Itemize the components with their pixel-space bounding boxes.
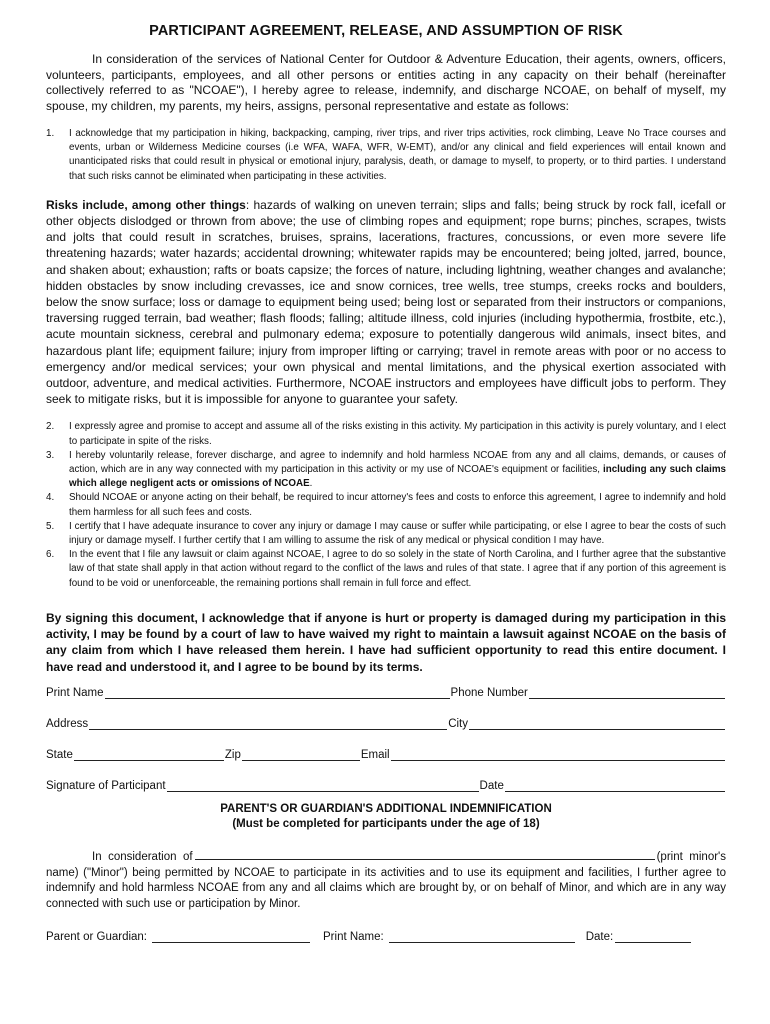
parent-guardian-field[interactable] — [152, 931, 310, 943]
signing-statement: By signing this document, I acknowledge that if anyone is hurt or property is damaged during my participation in this activity, I may be found by a court of law to have waived my right to maintain a lawsuit against NCOAE on the basis of any claim from which I have released them herein. I have had sufficient opportunity to read this entire document. I have read and understood it, and I agree to be bound by its terms. — [46, 610, 726, 674]
document-title: PARTICIPANT AGREEMENT, RELEASE, AND ASSUMPTION OF RISK — [149, 23, 623, 39]
signature-date-row — [46, 778, 726, 792]
date-label: Date — [479, 779, 504, 792]
risks-lead: Risks include, among other things — [46, 197, 246, 212]
list-item — [46, 127, 726, 184]
list-item — [46, 491, 726, 519]
print-name-field[interactable] — [105, 687, 450, 699]
minor-name-field[interactable] — [195, 849, 655, 860]
state-label: State — [46, 748, 73, 761]
address-label: Address — [46, 717, 89, 730]
guardian-print-name-label: Print Name: — [323, 930, 384, 943]
parent-guardian-label: Parent or Guardian: — [46, 930, 148, 943]
date-field[interactable] — [505, 780, 725, 792]
city-field[interactable] — [469, 718, 725, 730]
email-field[interactable] — [391, 749, 725, 761]
name-phone-row — [46, 685, 726, 699]
guardian-text-start: In consideration of — [92, 850, 193, 863]
guardian-title: PARENT'S OR GUARDIAN'S ADDITIONAL INDEMNIFICATION — [220, 802, 552, 815]
item-text: I certify that I have adequate insurance to cover any injury or damage I may cause or suffer while participating, or else I agree to bear the costs of such injury or damage myself. I further certify that I am willing to assume the risk of any medical or physical condition I may have. — [69, 520, 726, 547]
intro-paragraph: In consideration of the services of National Center for Outdoor & Adventure Education, their agents, owners, officers, volunteers, participants, employees, and all other persons or entities acting in any capacity on their behalf (hereinafter collectively referred to as "NCOAE"), I hereby agree to release, indemnify, and discharge NCOAE, on behalf of myself, my spouse, my children, my parents, my heirs, assigns, personal representative and estate as follows: — [46, 52, 726, 113]
item-text: I acknowledge that my participation in hiking, backpacking, camping, river trips, and river trips activities, rock climbing, Leave No Trace courses and events, urban or Wilderness Medicine courses (i.e WFA, WAFA, WFR, W-EMT), and/or any clinical and field experiences will entail known and unanticipated risks that could result in physical or emotional injury, paralysis, death, or damage to myself, to property, or to third parties. I understand that such risks cannot be eliminated when participating in these activities. — [69, 128, 726, 182]
city-label: City — [448, 717, 468, 730]
print-name-label: Print Name — [46, 686, 104, 699]
address-city-row — [46, 716, 726, 730]
risks-text: : hazards of walking on uneven terrain; slips and falls; being struck by rock fall, icefall or other objects dislodged or thrown from above; the use of climbing ropes and equipment; rope burns; pinches, scrapes, twists and jolts that could result in scratches, bruises, sprains, lacerations, fractures, concussions, or even more severe life threatening hazards; water hazards; accidental drowning; whitewater rapids may be encountered; being jolted, jarred, bounce, and shaken about; exhaustion; rafts or boats capsize; the forces of nature, including lightning, weather changes and avalanche; hidden obstacles by snow including crevasses, ice and snow cornices, tree wells, tree stumps, creeks rocks and boulders, below the snow surface; loss or damage to equipment being used; being lost or separated from their instructors or companions, traversing rugged terrain, bad weather; flash floods; falling; altitude illness, cold injuries (including hypothermia, frostbite, etc.), acute mountain sickness, cerebral and pulmonary edema; exposure to potentially dangerous wild animals, insect bites, and hazardous plant life; equipment failure; injury from improper lifting or carrying; travel in remote areas with poor or no access to emergency and/or medical services; your own physical and mental limitations, and the physical exertion associated with outdoor, adventure, and medical activities. Furthermore, NCOAE instructors and employees have difficult jobs to perform. They seek to mitigate risks, but it is impossible for anyone to guarantee your safety. — [46, 197, 726, 407]
item-number: 3. — [46, 449, 55, 461]
guardian-date-label: Date: — [585, 930, 614, 943]
item-text: Should NCOAE or anyone acting on their behalf, be required to incur attorney's fees and costs to enforce this agreement, I agree to indemnify and hold them harmless for all such fees and costs. — [69, 492, 726, 518]
risks-paragraph — [46, 197, 726, 408]
guardian-date-field[interactable] — [615, 931, 691, 943]
zip-label: Zip — [224, 748, 241, 761]
state-zip-email-row — [46, 747, 726, 761]
list-item — [46, 548, 726, 591]
item-text: I hereby voluntarily release, forever discharge, and agree to indemnify and hold harmless NCOAE from any and all claims, demands, or causes of action, which are in any way connected with my participation in this activity or my use of NCOAE's equipment or facilities, — [69, 449, 726, 476]
list-item — [46, 449, 726, 492]
item-number: 6. — [46, 549, 55, 561]
guardian-paragraph — [46, 849, 726, 913]
guardian-text-rest: (print minor's name) ("Minor") being permitted by NCOAE to participate in its activities and to use its equipment and facilities, I further agree to indemnify and hold harmless NCOAE from any and all claims which are brought by, or on behalf of Minor, and which are in any way connected with such use or participation by Minor. — [46, 850, 726, 911]
item-number: 1. — [46, 128, 55, 139]
phone-label: Phone Number — [450, 686, 528, 699]
state-field[interactable] — [74, 749, 224, 761]
guardian-signature-row — [46, 929, 726, 943]
item-number: 4. — [46, 492, 55, 504]
item-text: I expressly agree and promise to accept and assume all of the risks existing in this activity. My participation in this activity is purely voluntary, and I elect to participate in spite of the risks. — [69, 421, 726, 447]
item-text: In the event that I file any lawsuit or claim against NCOAE, I agree to do so solely in the state of North Carolina, and I further agree that the substantive law of that state shall apply in that action without regard to the conflict of the laws and rules of that state. I agree that if any portion of this agreement is found to be void or unenforceable, the remaining portions shall remain in full force and effect. — [69, 549, 726, 589]
phone-field[interactable] — [529, 687, 725, 699]
email-label: Email — [360, 748, 390, 761]
acknowledgement-list — [46, 127, 726, 184]
item-number: 2. — [46, 421, 55, 433]
guardian-subtitle: (Must be completed for participants under the age of 18) — [232, 817, 540, 830]
signature-label: Signature of Participant — [46, 779, 166, 792]
item-bold-text: including any such claims which allege negligent acts or omissions of NCOAE — [69, 464, 726, 490]
item-number: 5. — [46, 520, 55, 532]
list-item — [46, 520, 726, 548]
item-period: . — [309, 478, 313, 490]
signature-field[interactable] — [167, 780, 479, 792]
guardian-section-title — [46, 802, 726, 832]
zip-field[interactable] — [242, 749, 360, 761]
list-item — [46, 420, 726, 448]
guardian-print-name-field[interactable] — [389, 931, 575, 943]
terms-list — [46, 420, 726, 590]
address-field[interactable] — [89, 718, 447, 730]
